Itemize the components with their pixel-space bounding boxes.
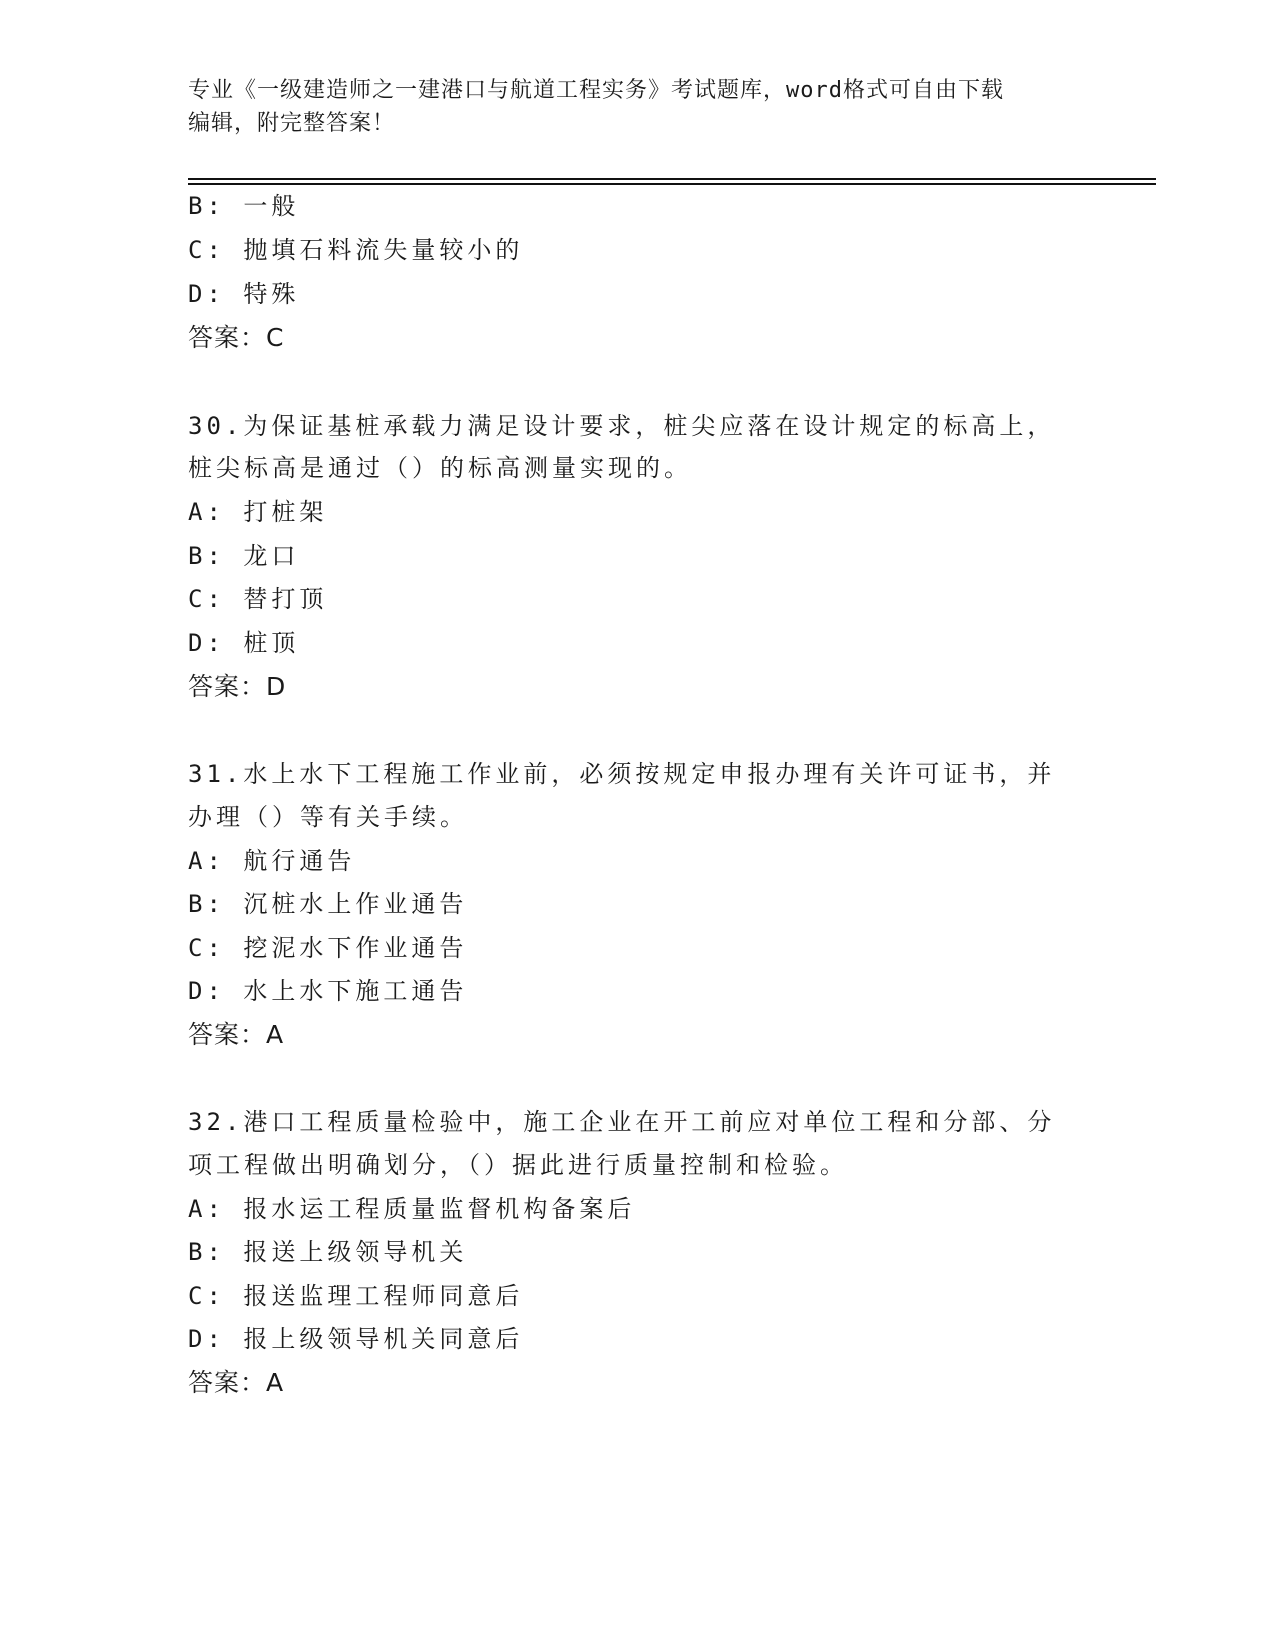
option-text: 抛填石料流失量较小的 [243,236,524,264]
prev-option-c [188,234,523,266]
option-text: 沉桩水上作业通告 [243,890,468,918]
option-text: 航行通告 [243,847,356,875]
option-text: 打桩架 [243,498,328,526]
option-label: A: [188,498,225,526]
question-31-answer: 答案：A [188,1020,285,1049]
question-30-stem-line-2: 桩尖标高是通过（）的标高测量实现的。 [188,454,692,482]
option-label: B: [188,192,225,220]
header-line-2: 编辑，附完整答案！ [188,111,396,136]
option-text: 桩顶 [243,629,300,657]
question-32-option-b [188,1236,467,1268]
option-label: D: [188,977,225,1005]
option-label: C: [188,934,225,962]
option-text: 报上级领导机关同意后 [243,1325,524,1353]
option-text: 龙口 [243,542,300,570]
question-32-option-d [188,1323,523,1355]
option-text: 替打顶 [243,585,328,613]
option-label: D: [188,280,225,308]
option-label: B: [188,890,225,918]
option-label: D: [188,1325,225,1353]
question-30-option-c [188,583,327,615]
question-31-option-c [188,932,467,964]
option-text: 特殊 [243,280,300,308]
header-divider-top [188,178,1156,180]
question-32-answer: 答案：A [188,1368,285,1397]
option-label: D: [188,629,225,657]
header-line-1: 专业《一级建造师之一建港口与航道工程实务》考试题库，word格式可自由下载 [188,78,1004,103]
option-label: A: [188,1195,225,1223]
question-32-stem-line-2: 项工程做出明确划分，（）据此进行质量控制和检验。 [188,1151,848,1179]
option-label: C: [188,585,225,613]
option-label: C: [188,1282,225,1310]
option-text: 水上水下施工通告 [243,977,468,1005]
option-text: 一般 [243,192,300,220]
header-divider-bottom [188,183,1156,185]
question-30-option-d [188,627,299,659]
document-header [188,74,1088,140]
option-text: 报水运工程质量监督机构备案后 [243,1195,636,1223]
question-31-stem-line-2: 办理（）等有关手续。 [188,803,468,831]
question-32-stem-line-1: 32.港口工程质量检验中，施工企业在开工前应对单位工程和分部、分 [188,1108,1056,1136]
prev-answer: 答案：C [188,323,285,352]
option-label: A: [188,847,225,875]
option-label: B: [188,1238,225,1266]
question-30-stem-line-1: 30.为保证基桩承载力满足设计要求，桩尖应落在设计规定的标高上， [188,412,1056,440]
prev-option-d [188,278,299,310]
question-30-answer: 答案：D [188,672,287,701]
question-31-option-b [188,888,467,920]
question-31-stem-line-1: 31.水上水下工程施工作业前，必须按规定申报办理有关许可证书，并 [188,760,1056,788]
prev-option-b [188,190,299,222]
question-32-option-c [188,1280,523,1312]
option-label: C: [188,236,225,264]
question-31-option-d [188,975,467,1007]
option-text: 挖泥水下作业通告 [243,934,468,962]
option-text: 报送监理工程师同意后 [243,1282,524,1310]
option-text: 报送上级领导机关 [243,1238,468,1266]
question-31-option-a [188,845,355,877]
question-32-option-a [188,1193,635,1225]
option-label: B: [188,542,225,570]
question-30-option-b [188,540,299,572]
question-30-option-a [188,496,327,528]
